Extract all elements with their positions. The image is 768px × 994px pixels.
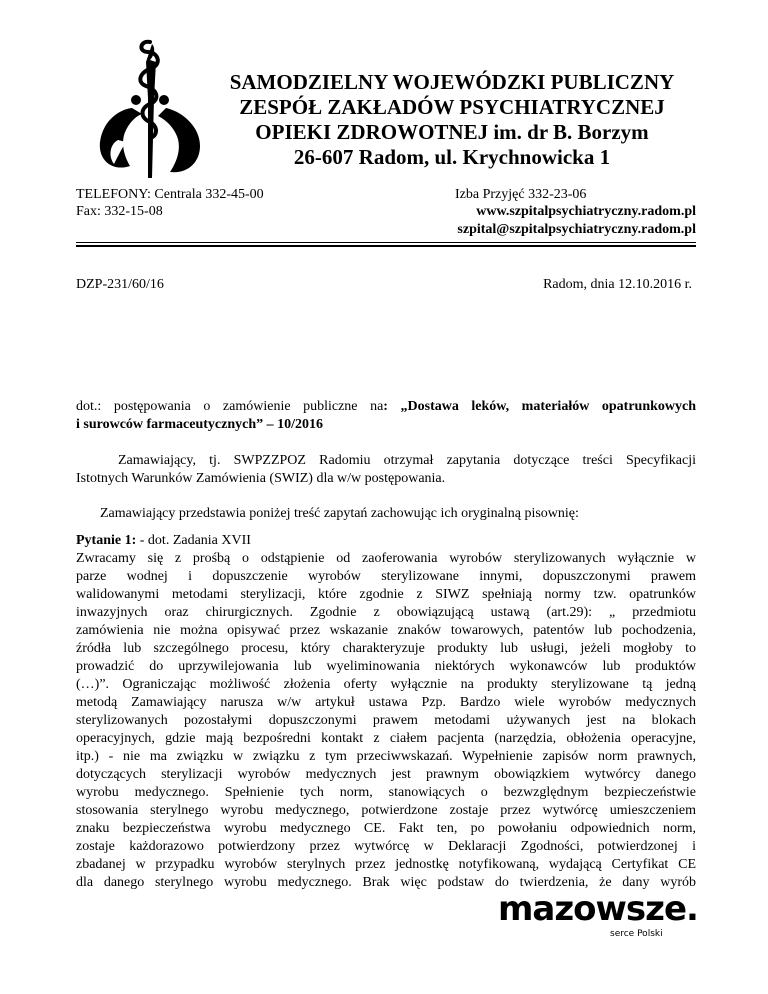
reference-number: DZP-231/60/16 <box>76 277 164 292</box>
question-line: operacyjnych, gdzie mają bezpośredni kontakt z ciałem pacjenta (narzędzia, obłożenia operacyjne, <box>76 731 696 746</box>
mazowsze-brand: mazowsze. <box>498 889 698 929</box>
org-name-line2: ZESPÓŁ ZAKŁADÓW PSYCHIATRYCZNEJ <box>239 95 665 119</box>
question-heading <box>76 532 696 550</box>
subject-line1 <box>76 398 696 416</box>
fax-number: Fax: 332-15-08 <box>76 204 163 219</box>
mazowsze-tagline: serce Polski <box>610 929 663 939</box>
question-line: stosowania sterylnego wyrobu medycznego, potwierdzone zostaje przez wytwórcę umieszczeniem <box>76 803 696 818</box>
question-label: Pytanie 1: <box>76 533 137 548</box>
subject-prefix: dot.: postępowania o zamówienie publiczne na <box>76 399 384 414</box>
mazowsze-logo <box>498 889 698 952</box>
website-link[interactable]: www.szpitalpsychiatryczny.radom.pl <box>476 204 696 219</box>
question-line: źródła lub szczególnego procesu, który charakteryzuje produkty lub usługi, jeżeli mogłoby to <box>76 641 696 656</box>
org-address: 26-607 Radom, ul. Krychnowicka 1 <box>293 145 611 169</box>
question-line: parze wodnej i dopuszczenie wyrobów sterylizowane innymi, dopuszczonymi prawem <box>76 569 696 584</box>
question-line: inwazyjnych oraz chirurgicznych. Zgodnie z obowiązującą ustawą (art.29): „ przedmiotu <box>76 605 696 620</box>
question-line: zamówienia nie można opisywać przez wskazanie znaków towarowych, patentów lub pochodzenia, <box>76 623 696 638</box>
admissions-phone: Izba Przyjęć 332-23-06 <box>455 187 587 202</box>
question-line: metodą Zamawiający narusza w/w artykuł ustawa Pzp. Bardzo wiele wyrobów medycznych <box>76 695 696 710</box>
question-line: dla danego sterylnego wyrobu medycznego. Brak więc podstaw do twierdzenia, że dany wyrób <box>76 875 696 890</box>
question-line: zostaje każdorazowo potwierdzony przez wytwórcę w Deklaracji Zgodności, potwierdzonej i <box>76 839 696 854</box>
question-line: prowadzić do uprzywilejowania lub wyeliminowania niektórych wykonawców lub produktów <box>76 659 696 674</box>
intro-paragraph-2: Zamawiający przedstawia poniżej treść zapytań zachowując ich oryginalną pisownię: <box>100 506 579 521</box>
question-line: dotyczących sterylizacji wyrobów medycznych jest prawnym obowiązkiem wytwórcy danego <box>76 767 696 782</box>
email-link[interactable]: szpital@szpitalpsychiatryczny.radom.pl <box>457 222 696 237</box>
question-line: wyrobu medycznego. Spełnienie tych norm, stanowiących o bezwzględnym bezpieczeństwie <box>76 785 696 800</box>
org-name-line3: OPIEKI ZDROWOTNEJ im. dr B. Borzym <box>255 120 649 144</box>
intro-line1: Zamawiający, tj. SWPZZPOZ Radomiu otrzymał zapytania dotyczące treści Specyfikacji <box>118 453 696 468</box>
question-line: sterylizowanych pozostałymi dopuszczonymi prawem metodami używanych jest na blokach <box>76 713 696 728</box>
subject-line2: i surowców farmaceutycznych” – 10/2016 <box>76 417 324 432</box>
question-line: zbadanej w przypadku wyrobów sterylnych przez jednostkę notyfikowaną, wydającą Certyfikat CE <box>76 857 696 872</box>
question-body <box>76 550 696 892</box>
question-ref: - dot. Zadania XVII <box>136 533 251 548</box>
letter-date: Radom, dnia 12.10.2016 r. <box>543 277 692 292</box>
org-name-line1: SAMODZIELNY WOJEWÓDZKI PUBLICZNY <box>229 70 675 94</box>
question-line: (…)”. Ograniczając możliwość złożenia oferty wyłącznie na produkty sterylizowane tą jedną <box>76 677 696 692</box>
subject-title: : „Dostawa leków, materiałów opatrunkowych <box>383 399 696 414</box>
question-line: Zwracamy się z prośbą o odstąpienie od zaoferowania wyrobów sterylizowanych wyłącznie w <box>76 551 696 566</box>
question-line: walidowanymi metodami sterylizacji, które zgodnie z SIWZ spełniają normy tzw. opatrunków <box>76 587 696 602</box>
header-divider-thick <box>76 245 696 247</box>
question-line: znaku bezpieczeństwa wyrobu medycznego CE. Fakt ten, po powołaniu odpowiednich norm, <box>76 821 696 836</box>
phone-numbers: TELEFONY: Centrala 332-45-00 <box>76 187 264 202</box>
intro-line2: Istotnych Warunków Zamówienia (SWIZ) dla w/w postępowania. <box>76 471 446 486</box>
header-divider <box>76 242 696 243</box>
question-line: itp.) - nie ma związku w związku z tym przeciwwskazań. Wypełnienie zapisów norm prawnych, <box>76 749 696 764</box>
